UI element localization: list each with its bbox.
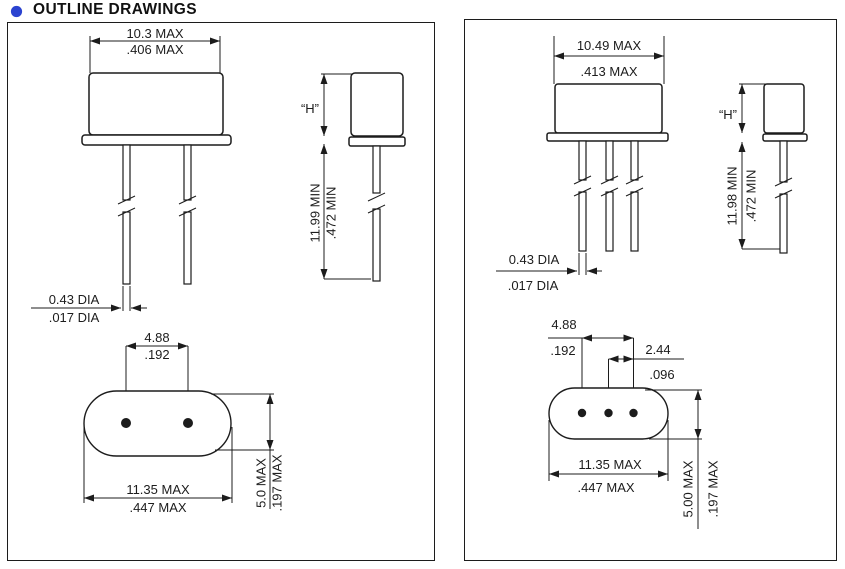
lead-dia-in: .017 DIA [48, 310, 100, 325]
crystal-can-body [89, 73, 223, 135]
front-width-in: .406 MAX [126, 42, 184, 57]
bottom-view [548, 317, 720, 529]
body-width-mm: 5.0 MAX [253, 458, 269, 508]
pin-3 [629, 409, 637, 417]
body-width-in: .197 MAX [705, 460, 721, 518]
pitch-mm: 4.88 [144, 330, 170, 345]
flange-side [349, 137, 405, 146]
crystal-can-body [555, 84, 662, 133]
lead-length-mm: 11.99 MIN [307, 183, 323, 243]
pitch-in: .192 [144, 347, 170, 362]
bullet-icon [10, 5, 23, 18]
pin-1 [121, 418, 131, 428]
lead-side [368, 146, 385, 281]
can-side [351, 73, 403, 136]
body-length-mm: 11.35 MAX [578, 457, 642, 472]
lead-length-mm: 11.98 MIN [724, 166, 740, 226]
body-length-in: .447 MAX [129, 500, 187, 515]
pitch-outer-mm: 4.88 [551, 317, 577, 332]
lead-length-in: .472 MIN [323, 186, 339, 240]
leads [574, 141, 643, 251]
width-dimension [554, 36, 664, 84]
body-width-in: .197 MAX [269, 454, 285, 512]
leads [118, 145, 196, 284]
section-title: OUTLINE DRAWINGS [33, 1, 197, 18]
front-view [31, 26, 231, 325]
outline-panel-three-lead [464, 19, 837, 561]
side-view [719, 84, 807, 253]
lead-diameter-dimension [496, 252, 602, 293]
pitch-inner-in: .096 [649, 367, 675, 382]
front-width-mm: 10.49 MAX [576, 38, 642, 53]
can-side [764, 84, 804, 133]
lead-side [775, 141, 792, 253]
pin-2 [183, 418, 193, 428]
pitch-inner-mm: 2.44 [645, 342, 671, 357]
h-label: “H” [300, 101, 320, 116]
three-lead-drawing [465, 20, 836, 560]
body-length-mm: 11.35 MAX [126, 482, 190, 497]
lead-dia-mm: 0.43 DIA [508, 252, 560, 267]
lead-length-in: .472 MIN [743, 169, 759, 223]
front-view [496, 36, 668, 293]
bottom-view [84, 330, 284, 515]
pin-1 [578, 409, 586, 417]
lead-dia-in: .017 DIA [507, 278, 559, 293]
two-lead-drawing [8, 23, 434, 560]
package-footprint [84, 391, 231, 456]
h-label: “H” [718, 107, 738, 122]
side-view [301, 73, 405, 281]
lead-diameter-dimension [31, 286, 147, 325]
pitch-outer-in: .192 [550, 343, 576, 358]
body-width-mm: 5.00 MAX [680, 460, 696, 518]
width-dimension [90, 26, 220, 73]
body-length-in: .447 MAX [577, 480, 635, 495]
outline-panel-two-lead [7, 22, 435, 561]
pin-2 [604, 409, 612, 417]
lead-dia-mm: 0.43 DIA [48, 292, 100, 307]
crystal-can-flange [547, 133, 668, 141]
front-width-in: .413 MAX [580, 64, 638, 79]
front-width-mm: 10.3 MAX [126, 26, 184, 41]
flange-side [763, 134, 807, 141]
crystal-can-flange [82, 135, 231, 145]
